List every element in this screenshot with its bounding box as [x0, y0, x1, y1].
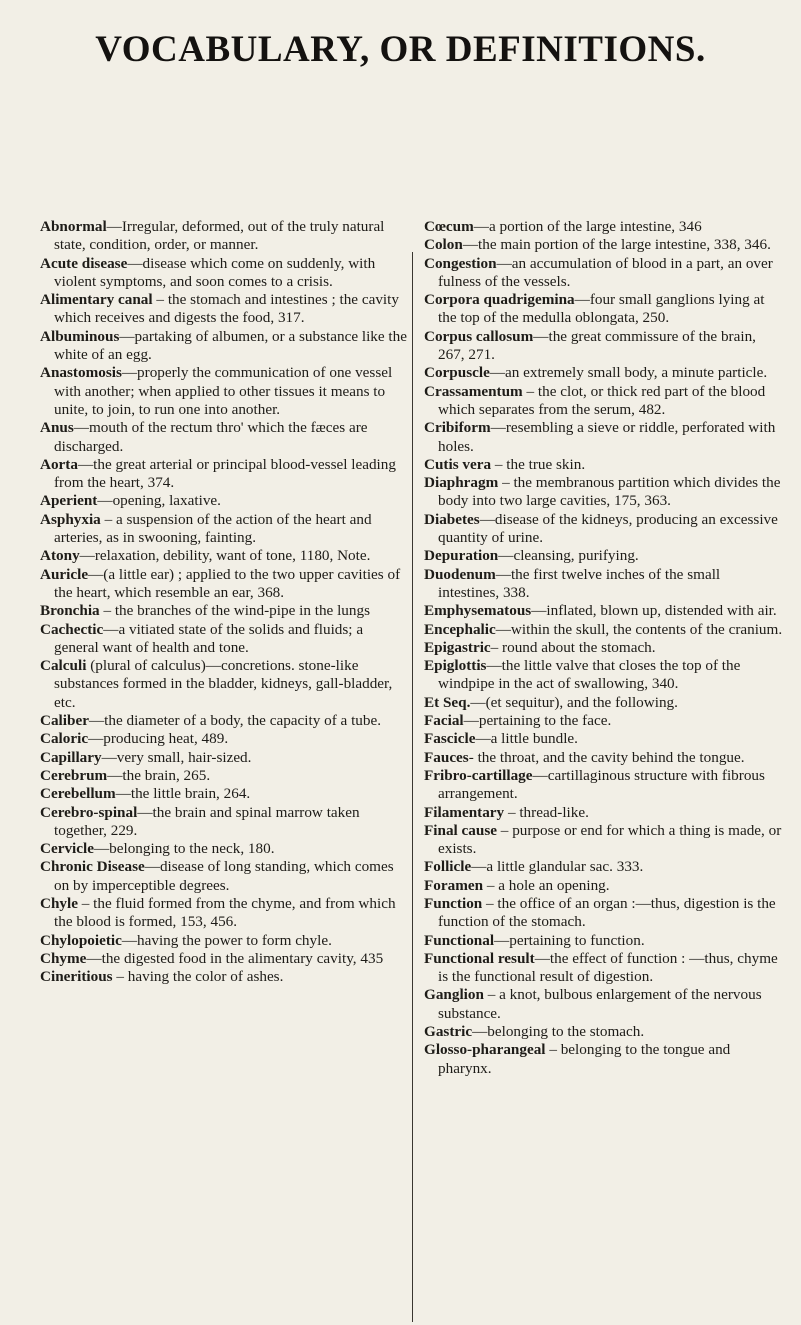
vocabulary-entry [424, 895, 784, 932]
vocabulary-entry [40, 602, 410, 620]
vocabulary-entry [424, 621, 784, 639]
entry-term: Alimentary canal [40, 291, 153, 309]
entry-definition: - the throat, and the cavity behind the tongue. [468, 748, 745, 766]
entry-definition: —four small ganglions lying at the top of the medulla oblongata, 250. [438, 291, 765, 327]
vocabulary-entry [40, 492, 410, 510]
entry-term: Atony [40, 547, 80, 565]
vocabulary-entry [424, 712, 784, 730]
entry-definition: —pertaining to the face. [463, 712, 612, 730]
entry-term: Function [424, 894, 483, 912]
entry-definition: —partaking of albumen, or a substance like the white of an egg. [54, 327, 407, 364]
entry-definition: —opening, laxative. [97, 492, 221, 510]
entry-definition: – belonging to the tongue and pharynx. [438, 1041, 731, 1077]
entry-definition: —the brain, 265. [107, 766, 211, 784]
entry-definition: —the brain and spinal marrow taken together, 229. [54, 803, 360, 839]
vocabulary-entry [424, 1041, 784, 1078]
entry-definition: —very small, hair-sized. [101, 748, 252, 766]
entry-term: Abnormal [40, 218, 107, 235]
entry-definition: —the main portion of the large intestine, 338, 346. [462, 236, 771, 254]
vocabulary-entry [424, 547, 784, 565]
entry-definition: —having the power to form chyle. [121, 931, 332, 949]
entry-term: Fribro-cartillage [424, 766, 533, 784]
entry-definition: – thread-like. [504, 803, 589, 821]
vocabulary-entry [40, 621, 410, 658]
entry-term: Et Seq. [424, 693, 471, 711]
entry-term: Facial [424, 712, 464, 730]
entry-term: Aperient [40, 492, 98, 510]
entry-term: Corpora quadrigemina [424, 291, 575, 309]
entry-definition: —a little glandular sac. 333. [471, 858, 644, 876]
entry-term: Cerebellum [40, 785, 116, 803]
vocabulary-entry [40, 364, 410, 419]
entry-definition: —relaxation, debility, want of tone, 1180, Note. [79, 547, 371, 565]
vocabulary-entry [40, 749, 410, 767]
vocabulary-entry [40, 712, 410, 730]
vocabulary-entry [424, 566, 784, 603]
entry-definition: —pertaining to function. [494, 931, 645, 949]
entry-definition: —a little bundle. [475, 730, 578, 748]
vocabulary-entry [424, 822, 784, 859]
entry-definition: —cleansing, purifying. [498, 547, 639, 565]
entry-term: Acute disease [40, 254, 128, 272]
entry-definition: – the branches of the wind-pipe in the lungs [99, 602, 370, 620]
entry-term: Functional [424, 931, 495, 949]
entry-definition: – a knot, bulbous enlargement of the nervous substance. [438, 986, 762, 1022]
vocabulary-entry [40, 255, 410, 292]
entry-definition: – the office of an organ :—thus, digestion is the function of the stomach. [438, 894, 776, 931]
entry-term: Corpuscle [424, 364, 490, 382]
vocabulary-entry [424, 419, 784, 456]
vocabulary-entry [424, 877, 784, 895]
entry-definition: —producing heat, 489. [88, 730, 229, 748]
vocabulary-entry [40, 730, 410, 748]
entry-definition: —an extremely small body, a minute particle. [489, 364, 768, 382]
entry-definition: – a hole an opening. [483, 876, 610, 894]
entry-definition: – having the color of ashes. [112, 968, 284, 986]
entry-term: Caloric [40, 730, 89, 748]
entry-term: Epiglottis [424, 657, 487, 675]
vocabulary-entry [424, 950, 784, 987]
entry-term: Cœcum [424, 218, 474, 235]
vocabulary-entry [40, 218, 410, 255]
entry-definition: —Irregular, deformed, out of the truly natural state, condition, order, or manner. [54, 218, 385, 254]
entry-term: Diabetes [424, 510, 480, 528]
vocabulary-entry [424, 383, 784, 420]
vocabulary-entry [424, 694, 784, 712]
page-title: VOCABULARY, OR DEFINITIONS. [95, 29, 706, 70]
entry-definition: —the little brain, 264. [115, 785, 251, 803]
vocabulary-entry [40, 291, 410, 328]
entry-term: Gastric [424, 1023, 473, 1041]
entry-definition: —disease of long standing, which comes on by imperceptible degrees. [54, 858, 394, 894]
entry-definition: – the clot, or thick red part of the blood which separates from the serum, 482. [438, 382, 766, 418]
entry-definition: —(et sequitur), and the following. [470, 693, 678, 711]
vocabulary-entry [40, 456, 410, 493]
entry-definition: – the fluid formed from the chyme, and from which the blood is formed, 153, 456. [54, 894, 396, 931]
right-column [424, 218, 784, 1078]
vocabulary-entry [424, 291, 784, 328]
vocabulary-entry [40, 895, 410, 932]
vocabulary-entry [424, 804, 784, 822]
vocabulary-entry [40, 566, 410, 603]
entry-definition: – the true skin. [491, 455, 586, 473]
entry-definition: – the stomach and intestines ; the cavity which receives and digests the food, 317. [54, 291, 399, 327]
entry-definition: —the digested food in the alimentary cavity, 435 [86, 949, 384, 967]
vocabulary-entry [40, 968, 410, 986]
entry-term: Asphyxia [40, 510, 101, 528]
entry-term: Anus [40, 419, 74, 437]
entry-term: Corpus callosum [424, 327, 534, 345]
vocabulary-entry [40, 657, 410, 712]
entry-term: Auricle [40, 565, 89, 583]
vocabulary-entry [40, 840, 410, 858]
entry-definition: —disease which come on suddenly, with violent symptoms, and soon comes to a crisis. [54, 254, 376, 290]
entry-term: Cachectic [40, 620, 104, 638]
entry-term: Bronchia [40, 602, 100, 620]
column-divider [412, 252, 413, 1322]
vocabulary-entry [40, 804, 410, 841]
vocabulary-entry [424, 767, 784, 804]
entry-definition: —an accumulation of blood in a part, an over fulness of the vessels. [438, 254, 773, 290]
entry-definition: —resembling a sieve or riddle, perforated with holes. [438, 419, 776, 455]
entry-definition: —belonging to the stomach. [472, 1023, 645, 1041]
vocabulary-entry [424, 986, 784, 1023]
vocabulary-entry [424, 218, 784, 236]
entry-term: Crassamentum [424, 382, 523, 400]
entry-definition: – the membranous partition which divides the body into two large cavities, 175, 363. [438, 474, 781, 510]
entry-definition: —the little valve that closes the top of the windpipe in the act of swallowing, 340. [438, 657, 741, 693]
entry-term: Emphysematous [424, 602, 532, 620]
entry-definition: —within the skull, the contents of the cranium. [495, 620, 783, 638]
vocabulary-entry [424, 858, 784, 876]
entry-definition: —properly the communication of one vessel with another; when applied to other tissues it means to unite, to join, to run one into another. [54, 364, 393, 418]
entry-definition: —a vitiated state of the solids and fluids; a general want of health and tone. [54, 620, 364, 656]
entry-term: Cineritious [40, 968, 113, 986]
entry-term: Cerebrum [40, 766, 108, 784]
vocabulary-entry [40, 547, 410, 565]
vocabulary-entry [40, 950, 410, 968]
entry-term: Congestion [424, 254, 497, 272]
entry-term: Colon [424, 236, 463, 254]
entry-definition: —inflated, blown up, distended with air. [531, 602, 777, 620]
entry-term: Cervicle [40, 840, 94, 858]
entry-term: Follicle [424, 858, 472, 876]
entry-term: Functional result [424, 949, 535, 967]
vocabulary-entry [424, 932, 784, 950]
vocabulary-entry [40, 419, 410, 456]
entry-definition: —a portion of the large intestine, 346 [473, 218, 702, 235]
entry-term: Chylopoietic [40, 931, 122, 949]
entry-definition: (plural of calculus)—concretions. stone-like substances formed in the bladder, kidneys, gall-bladder, etc. [54, 657, 393, 711]
vocabulary-entry [424, 511, 784, 548]
entry-term: Aorta [40, 455, 78, 473]
entry-definition: —mouth of the rectum thro' which the fæces are discharged. [54, 419, 368, 455]
entry-term: Final cause [424, 821, 497, 839]
entry-term: Ganglion [424, 986, 484, 1004]
vocabulary-entry [424, 236, 784, 254]
entry-term: Foramen [424, 876, 484, 894]
entry-term: Epigastric [424, 638, 491, 656]
vocabulary-entry [424, 328, 784, 365]
vocabulary-entry [424, 730, 784, 748]
entry-definition: —the effect of function : —thus, chyme is the functional result of digestion. [438, 949, 778, 986]
entry-term: Cribiform [424, 419, 491, 437]
entry-term: Chronic Disease [40, 858, 145, 876]
vocabulary-entry [424, 456, 784, 474]
entry-definition: —(a little ear) ; applied to the two upper cavities of the heart, which resemble an ear, 368. [54, 565, 401, 601]
entry-term: Cutis vera [424, 455, 492, 473]
entry-definition: —the first twelve inches of the small intestines, 338. [438, 565, 721, 601]
vocabulary-entry [424, 255, 784, 292]
vocabulary-entry [424, 639, 784, 657]
vocabulary-entry [424, 602, 784, 620]
entry-definition: —the great commissure of the brain, 267, 271. [438, 327, 756, 364]
entry-term: Glosso-pharangeal [424, 1041, 546, 1059]
entry-definition: – round about the stomach. [490, 638, 656, 656]
left-column [40, 218, 410, 986]
entry-term: Capillary [40, 748, 102, 766]
vocabulary-entry [424, 1023, 784, 1041]
vocabulary-entry [424, 657, 784, 694]
entry-definition: —the great arterial or principal blood-vessel leading from the heart, 374. [54, 455, 396, 492]
entry-term: Fauces [424, 748, 469, 766]
entry-term: Fascicle [424, 730, 476, 748]
entry-term: Albuminous [40, 327, 120, 345]
entry-term: Diaphragm [424, 474, 499, 492]
vocabulary-entry [424, 749, 784, 767]
entry-definition: —the diameter of a body, the capacity of a tube. [88, 712, 382, 730]
vocabulary-entry [40, 767, 410, 785]
entry-term: Caliber [40, 712, 89, 730]
vocabulary-entry [40, 328, 410, 365]
entry-term: Filamentary [424, 803, 505, 821]
entry-term: Calculi [40, 657, 87, 675]
vocabulary-entry [40, 932, 410, 950]
entry-definition: – purpose or end for which a thing is made, or exists. [438, 821, 782, 858]
entry-term: Depuration [424, 547, 499, 565]
vocabulary-entry [424, 474, 784, 511]
entry-term: Duodenum [424, 565, 496, 583]
vocabulary-entry [40, 511, 410, 548]
entry-definition: – a suspension of the action of the heart and arteries, as in swooning, fainting. [54, 510, 372, 547]
entry-definition: —cartillaginous structure with fibrous arrangement. [438, 766, 765, 803]
entry-term: Chyle [40, 894, 78, 912]
entry-term: Anastomosis [40, 364, 122, 382]
entry-definition: —belonging to the neck, 180. [93, 840, 275, 858]
entry-definition: —disease of the kidneys, producing an excessive quantity of urine. [438, 510, 778, 547]
vocabulary-entry [424, 364, 784, 382]
entry-term: Encephalic [424, 620, 496, 638]
entry-term: Cerebro-spinal [40, 803, 138, 821]
vocabulary-entry [40, 858, 410, 895]
entry-term: Chyme [40, 949, 87, 967]
vocabulary-entry [40, 785, 410, 803]
